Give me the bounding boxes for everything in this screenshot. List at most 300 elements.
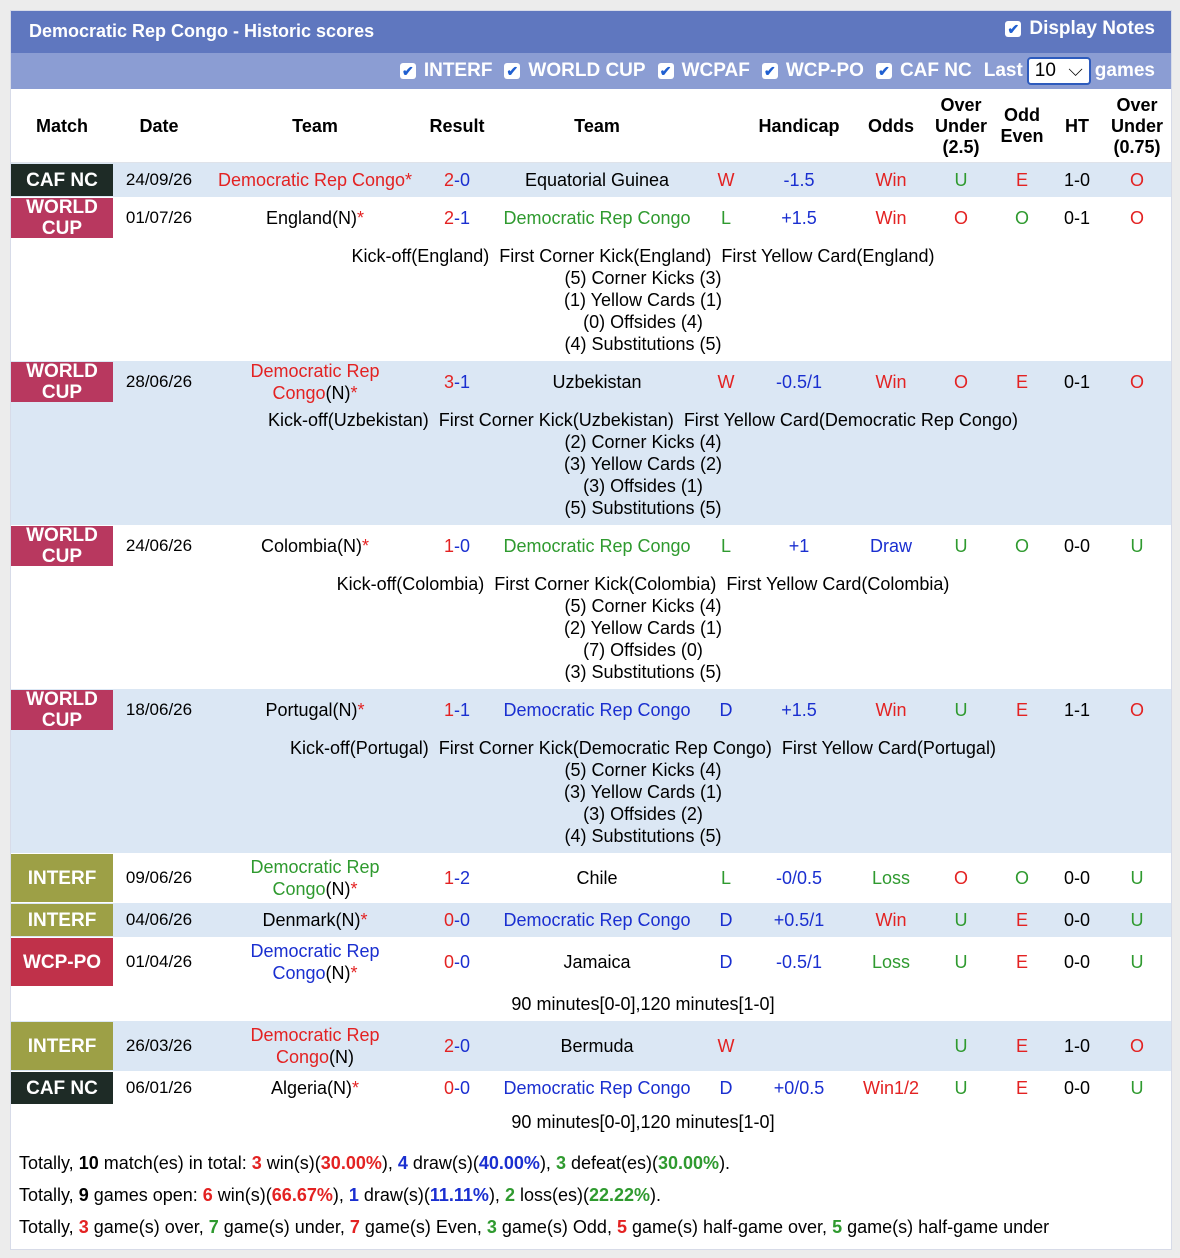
col-match: Match: [35, 115, 88, 136]
home-team-link[interactable]: [205, 197, 425, 239]
note-line: (2) Yellow Cards (1): [563, 618, 723, 638]
note-line: Kick-off(Portugal) First Corner Kick(Democratic Rep Congo) First Yellow Card(Portugal): [290, 738, 996, 758]
over-under-25: U: [954, 910, 968, 930]
away-goals: 2: [460, 868, 471, 888]
team-name: Algeria(N): [270, 1078, 352, 1098]
result-wl: D: [719, 910, 733, 930]
display-notes-toggle[interactable]: [1005, 18, 1155, 40]
filter-label: WCPAF: [681, 60, 750, 81]
away-team-link[interactable]: Uzbekistan: [552, 372, 642, 392]
handicap-value: +0.5/1: [773, 910, 825, 930]
team-name: Denmark(N): [262, 910, 361, 930]
match-notes: [113, 1111, 1173, 1133]
totals-text: ),: [381, 1153, 398, 1173]
totals-line: [19, 1185, 661, 1206]
hdr-line: Odd: [1004, 105, 1040, 125]
match-score: [415, 525, 499, 567]
totals-text: draw(s)(: [358, 1185, 430, 1205]
home-goals: 2: [443, 208, 454, 228]
away-goals: 0: [460, 536, 471, 556]
totals-text: loss(es)(: [514, 1185, 589, 1205]
result-wl: D: [719, 700, 733, 720]
result-wl: W: [717, 372, 735, 392]
table-row: [11, 163, 1171, 197]
home-star: *: [362, 536, 370, 556]
score-dash: -: [454, 700, 460, 720]
odds-result: [857, 1021, 925, 1071]
note-line: Kick-off(Colombia) First Corner Kick(Colombia) First Yellow Card(Colombia): [336, 574, 950, 594]
home-team-link[interactable]: [205, 853, 425, 903]
match-score: [415, 361, 499, 403]
home-goals: 1: [443, 868, 454, 888]
col-team1: Team: [292, 115, 338, 136]
display-notes-label: Display Notes: [1029, 18, 1155, 39]
games-label: games: [1094, 60, 1155, 81]
checkbox-icon[interactable]: [504, 63, 520, 79]
totals-number: 9: [78, 1185, 89, 1205]
handicap-value: [749, 1021, 849, 1071]
checkbox-icon[interactable]: [658, 63, 674, 79]
team-name-line: Democratic Rep: [250, 941, 380, 961]
totals-number: 7: [208, 1217, 219, 1237]
half-time-score: 0-0: [1063, 952, 1090, 972]
table-row: [11, 689, 1171, 853]
totals-text: games open:: [88, 1185, 203, 1205]
handicap-value: -0.5/1: [775, 372, 823, 392]
away-goals: 1: [460, 372, 471, 392]
odd-even: E: [1015, 700, 1028, 720]
over-under-25: U: [954, 1078, 968, 1098]
odds-result: Loss: [871, 868, 911, 888]
match-score: [415, 1021, 499, 1071]
away-goals: 1: [460, 700, 471, 720]
team-name-line: Democratic Rep: [250, 857, 380, 877]
match-date: 04/06/26: [125, 910, 193, 929]
score-dash: -: [454, 1036, 460, 1056]
totals-number: 10: [78, 1153, 99, 1173]
score-dash: -: [454, 952, 460, 972]
totals-text: game(s) half-game under: [842, 1217, 1050, 1237]
league-badge[interactable]: INTERF: [11, 1022, 113, 1070]
match-score: [415, 903, 499, 937]
home-star: *: [357, 208, 365, 228]
score-dash: -: [454, 868, 460, 888]
col-odd-even: [993, 89, 1051, 163]
note-line: (3) Offsides (1): [583, 476, 703, 496]
team-name: Portugal(N): [265, 700, 358, 720]
table-row: [11, 525, 1171, 689]
totals-text: Totally,: [19, 1153, 79, 1173]
totals-number: 3: [78, 1217, 89, 1237]
over-under-075: U: [1130, 1078, 1144, 1098]
odd-even: E: [1015, 1036, 1028, 1056]
match-score: [415, 689, 499, 731]
away-team-link[interactable]: Jamaica: [563, 952, 631, 972]
totals-number: 40.00%: [478, 1153, 540, 1173]
handicap-value: +1.5: [781, 208, 817, 228]
hdr-line: (2.5): [942, 136, 980, 157]
last-games-control: [984, 57, 1155, 85]
match-date: 26/03/26: [125, 1036, 193, 1055]
home-team-link[interactable]: [205, 163, 425, 197]
table-header: [11, 89, 1171, 163]
note-line: (5) Corner Kicks (3): [564, 268, 722, 288]
col-result: Result: [429, 115, 485, 136]
away-goals: 0: [460, 170, 471, 190]
totals-text: ).: [650, 1185, 662, 1205]
totals-number: 3: [555, 1153, 566, 1173]
totals-number: 11.11%: [429, 1185, 489, 1205]
result-wl: L: [720, 208, 731, 228]
odds-result: Draw: [869, 536, 912, 556]
totals-number: 22.22%: [588, 1185, 651, 1205]
team-name-line: [272, 962, 357, 984]
match-notes: [113, 737, 1173, 847]
filter-caf-nc[interactable]: [876, 60, 972, 82]
team-name-line: Democratic Rep: [250, 1025, 380, 1045]
odd-even: E: [1015, 952, 1028, 972]
table-row: [11, 1021, 1171, 1071]
result-wl: D: [719, 952, 733, 972]
half-time-score: 0-1: [1063, 208, 1090, 228]
match-score: [415, 853, 499, 903]
odd-even: O: [1014, 536, 1029, 556]
home-goals: 2: [443, 1036, 454, 1056]
table-row: [11, 361, 1171, 525]
half-time-score: 0-0: [1063, 536, 1090, 556]
totals-text: ),: [332, 1185, 349, 1205]
away-team-link[interactable]: Democratic Rep Congo: [503, 208, 691, 228]
filter-bar: [11, 53, 1171, 89]
totals-text: win(s)(: [212, 1185, 272, 1205]
col-over-under-075: [1103, 89, 1171, 163]
totals-text: match(es) in total:: [98, 1153, 252, 1173]
totals-text: draw(s)(: [407, 1153, 479, 1173]
home-goals: 0: [443, 952, 454, 972]
league-badge[interactable]: WORLD CUP: [11, 690, 113, 730]
match-notes: [113, 245, 1173, 355]
totals-number: 30.00%: [658, 1153, 720, 1173]
last-label: Last: [983, 60, 1023, 81]
match-score: [415, 1071, 499, 1105]
odd-even: E: [1015, 372, 1028, 392]
match-date: 06/01/26: [125, 1078, 193, 1097]
hdr-line: Under: [934, 115, 987, 136]
home-goals: 2: [443, 170, 454, 190]
note-line: (3) Yellow Cards (1): [563, 782, 723, 802]
totals-text: ),: [539, 1153, 556, 1173]
odds-result: Win: [875, 170, 907, 190]
filter-wcp-po[interactable]: [762, 60, 864, 82]
league-badge[interactable]: CAF NC: [11, 1072, 113, 1104]
over-under-25: O: [953, 372, 968, 392]
panel-title: Democratic Rep Congo - Historic scores: [29, 21, 375, 41]
home-goals: 0: [443, 1078, 454, 1098]
over-under-075: O: [1129, 1036, 1144, 1056]
note-line: 90 minutes[0-0],120 minutes[1-0]: [511, 1112, 775, 1132]
half-time-score: 0-0: [1063, 910, 1090, 930]
filter-interf[interactable]: [400, 60, 493, 82]
totals-number: 1: [348, 1185, 359, 1205]
home-star: *: [352, 1078, 360, 1098]
away-goals: 0: [460, 1078, 471, 1098]
totals-text: game(s) over,: [88, 1217, 209, 1237]
note-line: Kick-off(Uzbekistan) First Corner Kick(Uzbekistan) First Yellow Card(Democratic Rep Congo): [268, 410, 1018, 430]
filter-label: CAF NC: [899, 60, 972, 81]
match-notes: [113, 409, 1173, 519]
over-under-25: O: [953, 208, 968, 228]
team-name-line: [276, 1046, 354, 1068]
odd-even: O: [1014, 868, 1029, 888]
league-badge[interactable]: INTERF: [11, 904, 113, 936]
handicap-value: -0/0.5: [775, 868, 823, 888]
half-time-score: 1-0: [1063, 1036, 1090, 1056]
note-line: (5) Corner Kicks (4): [564, 596, 722, 616]
away-team-link[interactable]: Equatorial Guinea: [524, 170, 670, 190]
away-goals: 1: [460, 208, 471, 228]
over-under-25: U: [954, 170, 968, 190]
over-under-075: U: [1130, 868, 1144, 888]
note-line: Kick-off(England) First Corner Kick(England) First Yellow Card(England): [351, 246, 935, 266]
match-date: 18/06/26: [125, 700, 193, 719]
over-under-075: U: [1130, 952, 1144, 972]
totals-text: game(s) half-game over,: [626, 1217, 833, 1237]
neutral-marker: (N): [325, 383, 351, 403]
totals-number: 5: [832, 1217, 843, 1237]
match-score: [415, 163, 499, 197]
away-goals: 0: [460, 910, 471, 930]
home-team-link[interactable]: [205, 1021, 425, 1071]
odds-result: Win1/2: [862, 1078, 920, 1098]
historic-scores-panel: [10, 10, 1172, 1250]
totals-number: 3: [251, 1153, 262, 1173]
over-under-25: U: [954, 700, 968, 720]
filter-world-cup[interactable]: [504, 60, 645, 82]
col-date: Date: [139, 115, 179, 136]
neutral-marker: (N): [325, 963, 351, 983]
score-dash: -: [454, 170, 460, 190]
home-team-link[interactable]: [205, 903, 425, 937]
result-wl: L: [720, 536, 731, 556]
half-time-score: 0-0: [1063, 1078, 1090, 1098]
half-time-score: 0-0: [1063, 868, 1090, 888]
over-under-25: U: [954, 1036, 968, 1056]
team-name-line: [272, 878, 357, 900]
odds-result: Win: [875, 910, 907, 930]
filter-wcpaf[interactable]: [658, 60, 750, 82]
home-goals: 1: [443, 700, 454, 720]
totals-number: 30.00%: [320, 1153, 382, 1173]
note-line: 90 minutes[0-0],120 minutes[1-0]: [511, 994, 775, 1014]
totals-text: game(s) under,: [218, 1217, 350, 1237]
result-wl: W: [717, 170, 735, 190]
home-team-link[interactable]: [205, 1071, 425, 1105]
team-name: Congo: [272, 879, 326, 899]
team-name: Colombia(N): [260, 536, 362, 556]
totals-line: [19, 1217, 1049, 1238]
totals-text: game(s) Odd,: [496, 1217, 617, 1237]
odds-result: Win: [875, 700, 907, 720]
title-bar: [11, 11, 1171, 53]
home-goals: 1: [443, 536, 454, 556]
note-line: (4) Substitutions (5): [564, 826, 722, 846]
note-line: (0) Offsides (4): [583, 312, 703, 332]
home-team-link[interactable]: [205, 525, 425, 567]
score-dash: -: [454, 208, 460, 228]
league-badge[interactable]: CAF NC: [11, 164, 113, 196]
team-name: England(N): [265, 208, 358, 228]
match-date: 28/06/26: [125, 372, 193, 391]
over-under-075: U: [1130, 910, 1144, 930]
totals-text: game(s) Even,: [359, 1217, 487, 1237]
score-dash: -: [454, 910, 460, 930]
hdr-line: Even: [1000, 126, 1044, 146]
checkbox-icon[interactable]: [762, 63, 778, 79]
checkbox-icon[interactable]: [1005, 21, 1021, 37]
over-under-075: O: [1129, 170, 1144, 190]
totals-text: Totally,: [19, 1217, 79, 1237]
odds-result: Loss: [871, 952, 911, 972]
hdr-line: Over: [1116, 94, 1158, 115]
table-row: [11, 197, 1171, 361]
match-date: 24/06/26: [125, 536, 193, 555]
filter-label: WCP-PO: [785, 60, 864, 81]
note-line: (3) Substitutions (5): [564, 662, 722, 682]
table-row: [11, 903, 1171, 937]
over-under-075: O: [1129, 372, 1144, 392]
home-team-link[interactable]: [205, 689, 425, 731]
team-name: Congo: [275, 1047, 330, 1067]
away-team-link[interactable]: Bermuda: [560, 1036, 634, 1056]
over-under-25: O: [953, 868, 968, 888]
col-odds: Odds: [867, 115, 914, 136]
handicap-value: +1: [788, 536, 810, 556]
odd-even: E: [1015, 910, 1028, 930]
over-under-075: O: [1129, 700, 1144, 720]
team-name: Democratic Rep Congo*: [217, 170, 413, 190]
league-badge[interactable]: WCP-PO: [11, 938, 113, 986]
totals-text: win(s)(: [261, 1153, 321, 1173]
away-team-link[interactable]: Democratic Rep Congo: [503, 536, 691, 556]
handicap-value: -1.5: [783, 170, 815, 190]
result-wl: L: [720, 868, 731, 888]
chevron-down-icon: ⌵: [1068, 60, 1083, 81]
league-badge[interactable]: INTERF: [11, 854, 113, 902]
away-team-link[interactable]: Chile: [576, 868, 618, 888]
team-name-line: Democratic Rep: [250, 361, 380, 381]
totals-number: 7: [349, 1217, 360, 1237]
col-over-under-25: [925, 89, 997, 163]
away-goals: 0: [460, 952, 471, 972]
table-row: [11, 853, 1171, 903]
team-name: Congo: [272, 963, 326, 983]
totals-number: 66.67%: [271, 1185, 333, 1205]
totals-text: ).: [719, 1153, 731, 1173]
handicap-value: +0/0.5: [773, 1078, 825, 1098]
score-dash: -: [454, 372, 460, 392]
match-date: 09/06/26: [125, 868, 193, 887]
totals-number: 6: [202, 1185, 213, 1205]
match-rows: [11, 163, 1171, 1139]
totals-text: ),: [488, 1185, 505, 1205]
col-ht: HT: [1065, 115, 1089, 136]
home-star: *: [350, 963, 358, 983]
half-time-score: 0-1: [1063, 372, 1090, 392]
last-games-select[interactable]: [1027, 57, 1091, 85]
home-star: *: [350, 383, 358, 403]
checkbox-icon[interactable]: [400, 63, 416, 79]
handicap-value: -0.5/1: [775, 952, 823, 972]
home-star: *: [357, 700, 365, 720]
hdr-line: Under: [1110, 115, 1163, 136]
match-score: [415, 197, 499, 239]
score-dash: -: [454, 1078, 460, 1098]
note-line: (3) Offsides (2): [583, 804, 703, 824]
home-goals: 3: [443, 372, 454, 392]
over-under-25: U: [954, 536, 968, 556]
totals-text: Totally,: [19, 1185, 79, 1205]
match-date: 01/07/26: [125, 208, 193, 227]
team-name: Congo: [272, 383, 326, 403]
totals-line: [19, 1153, 730, 1174]
checkbox-icon[interactable]: [876, 63, 892, 79]
handicap-value: +1.5: [781, 700, 817, 720]
col-team2: Team: [574, 115, 620, 136]
neutral-marker: (N): [325, 879, 351, 899]
away-team-link[interactable]: Democratic Rep Congo: [503, 700, 691, 720]
odds-result: Win: [875, 372, 907, 392]
team-name-line: [272, 382, 357, 404]
home-team-link[interactable]: [205, 937, 425, 987]
match-score: [415, 937, 499, 987]
odd-even: E: [1015, 170, 1028, 190]
match-notes: [113, 573, 1173, 683]
away-team-link[interactable]: Democratic Rep Congo: [503, 910, 691, 930]
hdr-line: Over: [940, 94, 982, 115]
table-row: [11, 937, 1171, 1021]
note-line: (5) Substitutions (5): [564, 498, 722, 518]
table-row: [11, 1071, 1171, 1139]
league-badge[interactable]: WORLD CUP: [11, 198, 113, 238]
totals-text: defeat(es)(: [565, 1153, 658, 1173]
away-team-link[interactable]: Democratic Rep Congo: [503, 1078, 691, 1098]
odd-even: O: [1014, 208, 1029, 228]
home-goals: 0: [443, 910, 454, 930]
home-star: *: [350, 879, 358, 899]
half-time-score: 1-1: [1063, 700, 1090, 720]
match-date: 01/04/26: [125, 952, 193, 971]
note-line: (3) Yellow Cards (2): [563, 454, 723, 474]
match-notes: [113, 993, 1173, 1015]
last-games-value: 10: [1034, 60, 1056, 81]
home-team-link[interactable]: [205, 361, 425, 403]
half-time-score: 1-0: [1063, 170, 1090, 190]
away-goals: 0: [460, 1036, 471, 1056]
filter-label: WORLD CUP: [528, 60, 646, 81]
league-badge[interactable]: WORLD CUP: [11, 362, 113, 402]
over-under-075: O: [1129, 208, 1144, 228]
over-under-075: U: [1130, 536, 1144, 556]
league-badge[interactable]: WORLD CUP: [11, 526, 113, 566]
note-line: (2) Corner Kicks (4): [564, 432, 722, 452]
note-line: (7) Offsides (0): [583, 640, 703, 660]
neutral-marker: (N): [329, 1047, 355, 1067]
totals-number: 2: [504, 1185, 515, 1205]
totals-number: 4: [397, 1153, 408, 1173]
over-under-25: U: [954, 952, 968, 972]
home-star: *: [360, 910, 368, 930]
odd-even: E: [1015, 1078, 1028, 1098]
